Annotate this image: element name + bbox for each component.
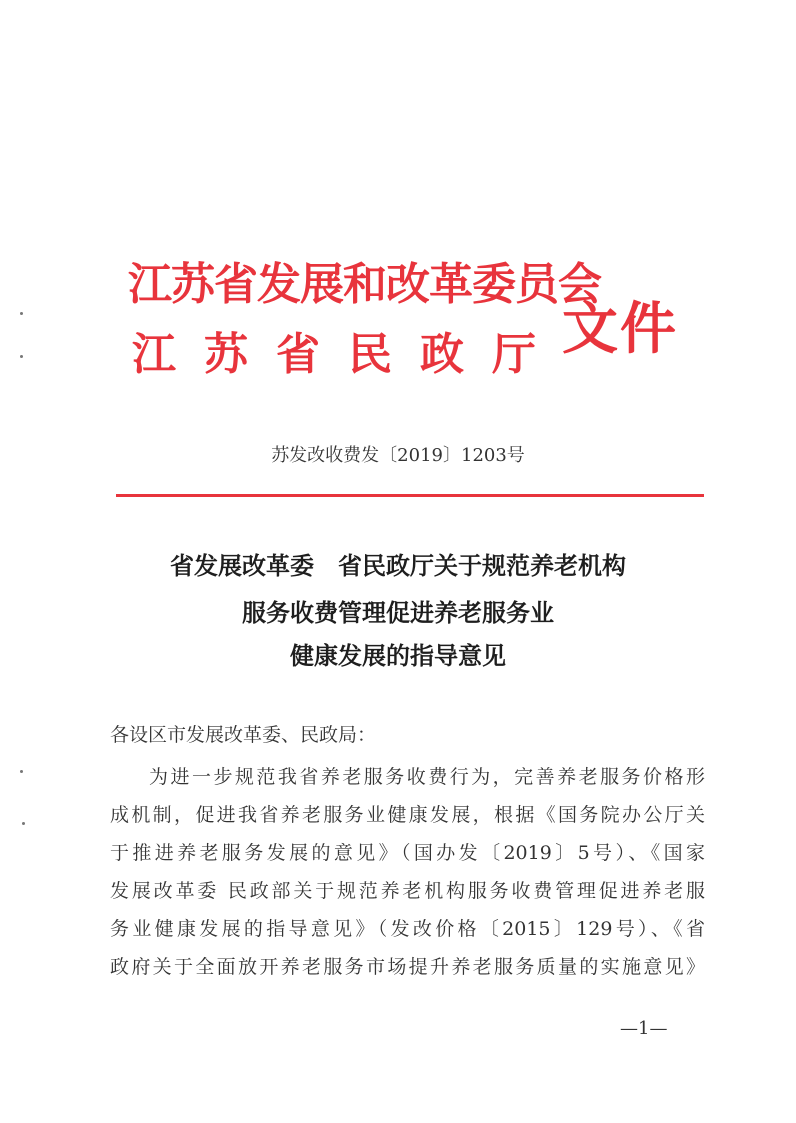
scan-speck <box>22 822 25 825</box>
document-number: 苏发改收费发〔2019〕1203号 <box>271 445 525 466</box>
document-label: 文件 <box>562 296 678 362</box>
scan-speck <box>20 312 23 315</box>
body-line: 政府关于全面放开养老服务市场提升养老服务质量的实施意见》 <box>110 956 705 978</box>
body-line: 发展改革委 民政部关于规范养老机构服务收费管理促进养老服 <box>110 880 705 902</box>
addressee: 各设区市发展改革委、民政局： <box>110 724 377 746</box>
page-number: —1— <box>620 1018 668 1039</box>
document-title-line-3: 健康发展的指导意见 <box>290 641 506 670</box>
scan-speck <box>20 355 23 358</box>
body-line: 于推进养老服务发展的意见》（国办发〔2019〕5号）、《国家 <box>110 842 705 864</box>
body-line: 为进一步规范我省养老服务收费行为，完善养老服务价格形 <box>149 766 705 788</box>
document-title-line-2: 服务收费管理促进养老服务业 <box>242 598 554 627</box>
red-divider <box>116 494 704 497</box>
issuer-name-civil-affairs: 江苏省民政厅 <box>132 329 564 380</box>
scan-speck <box>20 770 23 773</box>
body-line: 成机制，促进我省养老服务业健康发展，根据《国务院办公厅关 <box>110 804 705 826</box>
issuer-name-ndrc: 江苏省发展和改革委员会 <box>128 259 601 310</box>
body-line: 务业健康发展的指导意见》（发改价格〔2015〕129号）、《省 <box>110 918 705 940</box>
document-title-line-1: 省发展改革委 省民政厅关于规范养老机构 <box>170 551 626 580</box>
